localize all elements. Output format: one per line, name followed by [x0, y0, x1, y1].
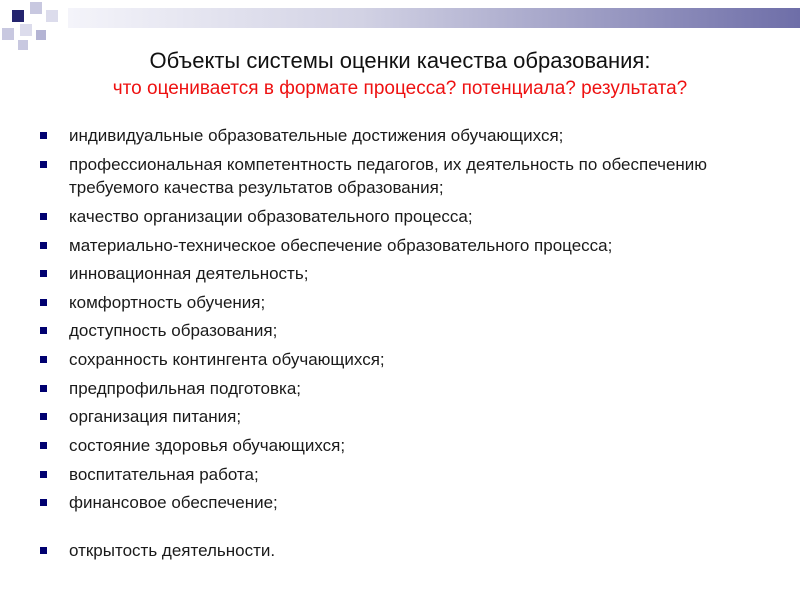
list-item-text: состояние здоровья обучающихся; [69, 436, 346, 455]
header-gradient-bar [68, 8, 800, 28]
bullet-square-icon [40, 385, 47, 392]
deco-square [20, 24, 32, 36]
list-item-text: организация питания; [69, 407, 242, 426]
deco-square [2, 28, 14, 40]
list-item [40, 319, 780, 342]
bullet-square-icon [40, 270, 47, 277]
bullet-square-icon [40, 547, 47, 554]
deco-square [46, 10, 58, 22]
bullet-square-icon [40, 213, 47, 220]
list-item [40, 348, 780, 371]
list-item-text: качество организации образовательного процесса; [69, 207, 473, 226]
bullet-square-icon [40, 161, 47, 168]
bullet-square-icon [40, 132, 47, 139]
bullet-square-icon [40, 242, 47, 249]
bullet-square-icon [40, 299, 47, 306]
bullet-square-icon [40, 327, 47, 334]
list-item-text: профессиональная компетентность педагогов, их деятельность по обеспечению требуемого качества результатов образования; [69, 155, 708, 197]
list-item [40, 377, 780, 400]
slide-subtitle: что оценивается в формате процесса? потенциала? результата? [112, 78, 688, 99]
list-item-text: инновационная деятельность; [69, 264, 309, 283]
bullet-square-icon [40, 356, 47, 363]
deco-square [12, 10, 24, 22]
list-item-text: доступность образования; [69, 321, 278, 340]
bullet-square-icon [40, 442, 47, 449]
list-item [40, 434, 780, 457]
slide-title: Объекты системы оценки качества образования: [149, 48, 651, 73]
bullet-square-icon [40, 413, 47, 420]
list-item [40, 405, 780, 428]
bullet-square-icon [40, 499, 47, 506]
list-item-text: комфортность обучения; [69, 293, 266, 312]
list-item [40, 491, 780, 514]
list-item-text: предпрофильная подготовка; [69, 379, 301, 398]
list-item-text: открытость деятельности. [69, 541, 276, 560]
list-item [40, 262, 780, 285]
list-item-text: финансовое обеспечение; [69, 493, 278, 512]
list-item [40, 539, 780, 562]
list-item [40, 124, 780, 147]
list-item [40, 205, 780, 228]
list-item-text: сохранность контингента обучающихся; [69, 350, 385, 369]
list-item-text: воспитательная работа; [69, 465, 259, 484]
deco-square [30, 2, 42, 14]
deco-square [36, 30, 46, 40]
bullet-square-icon [40, 471, 47, 478]
list-item [40, 463, 780, 486]
list-item-text: индивидуальные образовательные достижения обучающихся; [69, 126, 564, 145]
list-item [40, 153, 780, 199]
list-item [40, 291, 780, 314]
list-item [40, 234, 780, 257]
list-item-text: материально-техническое обеспечение образовательного процесса; [69, 236, 613, 255]
